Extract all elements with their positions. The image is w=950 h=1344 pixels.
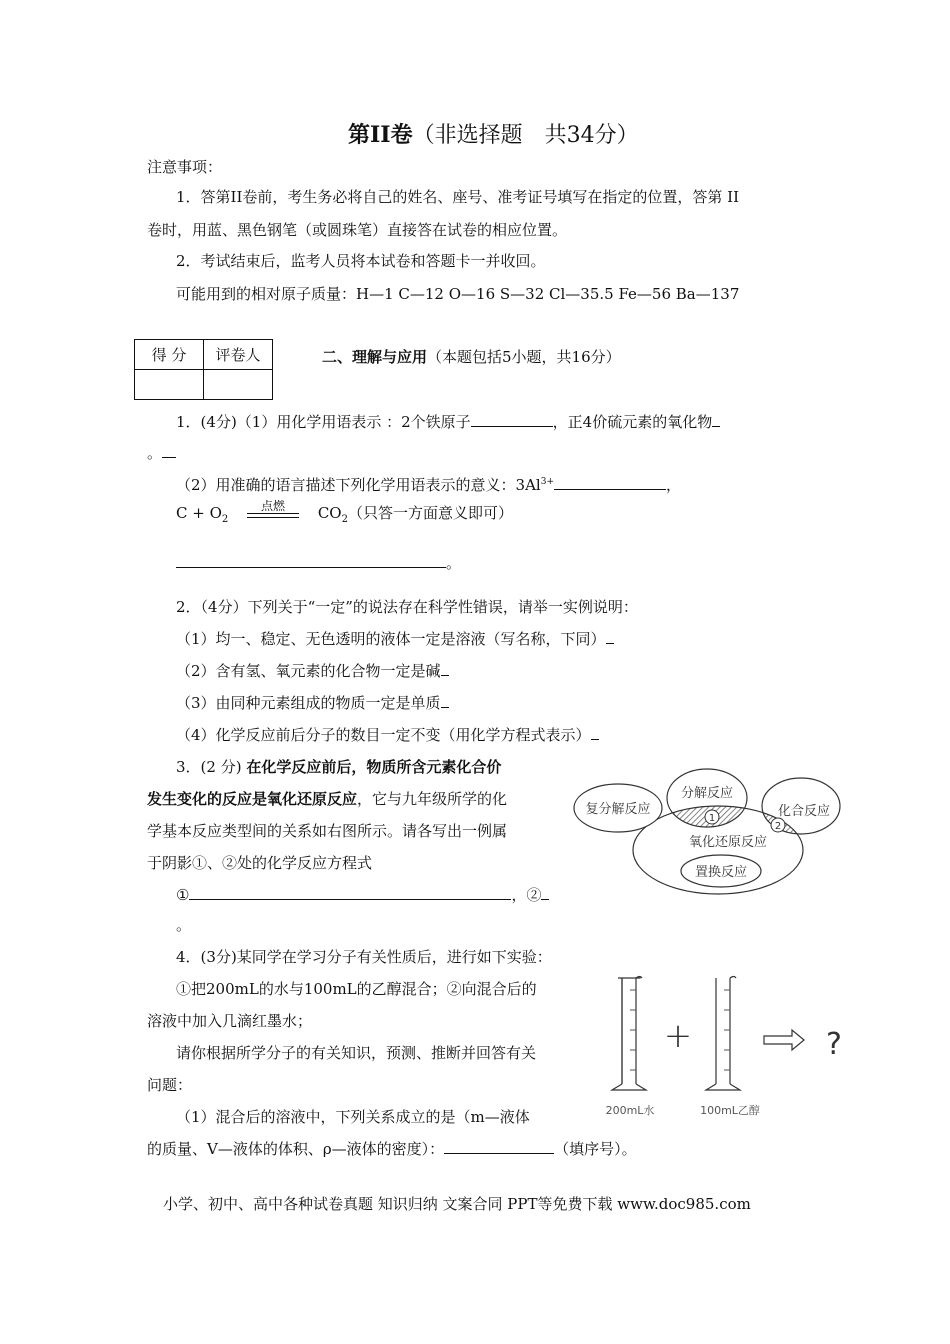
- water-label: 200mL水: [605, 1104, 655, 1117]
- q3-line2-a: 发生变化的反应是氧化还原反应: [147, 790, 358, 808]
- q2-item3: [176, 692, 449, 713]
- q1-line3: [176, 474, 681, 495]
- notice-item1-line1: 1．答第II卷前，考生务必将自己的姓名、座号、准考证号填写在指定的位置，答第 II: [176, 188, 740, 206]
- q2-item4: [176, 724, 599, 745]
- question-mark: ?: [826, 1027, 842, 1062]
- q1-blank-3al[interactable]: [554, 474, 666, 490]
- q1-eq-right-sub: 2: [341, 514, 348, 525]
- q1-eq-right: CO: [317, 504, 342, 522]
- q1-blank-line2[interactable]: [162, 442, 176, 458]
- mark1-label: 1: [708, 813, 716, 824]
- q3-line5: [176, 884, 549, 905]
- q1-equation: [176, 499, 513, 526]
- q2-item2: [176, 660, 449, 681]
- q4-line5: 问题：: [147, 1076, 193, 1094]
- q3-mark1: ①: [176, 886, 190, 904]
- q1-line2-text: 。: [147, 444, 163, 462]
- notice-heading: 注意事项：: [147, 158, 223, 176]
- displacement-label: 置换反应: [694, 865, 748, 880]
- q4-line7: [147, 1138, 637, 1159]
- q4-line2: ①把200mL的水与100mL的乙醇混合；②向混合后的: [176, 980, 537, 998]
- q4-blank1[interactable]: [444, 1138, 554, 1154]
- q1-blank-equation-meaning[interactable]: [176, 552, 446, 568]
- q2-blank3[interactable]: [441, 692, 449, 708]
- q1-blank-iron-atoms[interactable]: [471, 411, 553, 427]
- q4-line6: （1）混合后的溶液中，下列关系成立的是（m—液体: [176, 1108, 530, 1126]
- q1-line1: [176, 411, 720, 432]
- atomic-masses: 可能用到的相对原子质量：H—1 C—12 O—16 S—32 Cl—35.5 Fe—56 Ba—137: [176, 285, 740, 303]
- q1-line5-end: 。: [446, 554, 462, 572]
- q1-blank-sulfur-oxide[interactable]: [712, 411, 720, 427]
- q3-line1: [176, 756, 501, 777]
- water-cylinder: [612, 976, 646, 1090]
- q1-eq-note: （只答一方面意义即可）: [347, 504, 513, 522]
- q3-mark2: ，②: [511, 886, 542, 904]
- grader-header: 评卷人: [204, 340, 273, 370]
- q1-al-charge: 3+: [540, 477, 555, 487]
- q1-eq-left: C + O: [176, 504, 222, 522]
- q2-intro: 2．（4分）下列关于“一定”的说法存在科学性错误，请举一实例说明：: [176, 598, 638, 616]
- q2-blank4[interactable]: [591, 724, 599, 740]
- q1-eq-condition-label: 点燃: [261, 499, 286, 513]
- q1-text-a: 1．(4分)（1）用化学用语表示 ：2个铁原子: [176, 413, 471, 431]
- q1-line2: [147, 442, 176, 463]
- title-rest: （非选择题 共34分）: [412, 123, 639, 148]
- q2-blank2[interactable]: [441, 660, 449, 676]
- double-decomposition-label: 复分解反应: [585, 802, 651, 817]
- notice-item1-line2: 卷时，用蓝、黑色钢笔（或圆珠笔）直接答在试卷的相应位置。: [147, 221, 568, 239]
- q1-line3-text: （2）用准确的语言描述下列化学用语表示的意义：3Al: [176, 476, 541, 494]
- section2-heading: [322, 346, 621, 367]
- q4-line3: 溶液中加入几滴红墨水；: [147, 1012, 313, 1030]
- q3-blank2[interactable]: [541, 884, 549, 900]
- q3-line2-b: ，它与九年级所学的化: [357, 790, 508, 808]
- combination-label: 化合反应: [777, 804, 831, 819]
- q1-eq-left-sub: 2: [221, 514, 229, 525]
- plus-sign: +: [663, 1016, 693, 1056]
- q2-item1: [176, 628, 614, 649]
- q4-line7-b: （填序号）。: [554, 1140, 637, 1158]
- section2-title: 二、理解与应用: [322, 348, 428, 366]
- q3-line1-b: 在化学反应前后，物质所含元素化合价: [246, 758, 502, 776]
- page-title: [348, 118, 639, 149]
- score-header: 得 分: [135, 340, 204, 370]
- q4-line7-a: 的质量、V—液体的体积、ρ—液体的密度）：: [147, 1140, 445, 1158]
- shaded-regions: [667, 769, 840, 834]
- q4-line4: 请你根据所学分子的有关知识，预测、推断并回答有关: [176, 1044, 537, 1062]
- q2-blank1[interactable]: [606, 628, 614, 644]
- reaction-type-venn-diagram: [572, 762, 844, 898]
- q4-line1: 4．(3分)某同学在学习分子有关性质后，进行如下实验：: [176, 948, 552, 966]
- q3-line3: 学基本反应类型间的关系如右图所示。请各写出一例属: [147, 822, 508, 840]
- q1-text-b: ，正4价硫元素的氧化物: [552, 413, 713, 431]
- q2-item1-text: （1）均一、稳定、无色透明的液体一定是溶液（写名称，下同）: [176, 630, 606, 648]
- score-table: [134, 339, 273, 400]
- q3-line2: [147, 788, 507, 809]
- q2-item3-text: （3）由同种元素组成的物质一定是单质: [176, 694, 441, 712]
- score-cell[interactable]: [135, 370, 204, 400]
- notice-item2: 2．考试结束后，监考人员将本试卷和答题卡一并收回。: [176, 252, 546, 270]
- ethanol-cylinder: [706, 977, 740, 1091]
- q3-line4: 于阴影①、②处的化学反应方程式: [147, 854, 373, 872]
- q3-line1-a: 3．(2 分): [176, 758, 247, 776]
- q1-eq-equals: [247, 513, 299, 518]
- q2-item4-text: （4）化学反应前后分子的数目一定不变（用化学方程式表示）: [176, 726, 591, 744]
- arrow-icon: [764, 1030, 804, 1050]
- q1-line5: [176, 552, 461, 573]
- grader-cell[interactable]: [204, 370, 273, 400]
- title-main: 第II卷: [348, 122, 413, 148]
- cylinder-experiment-diagram: [600, 970, 850, 1122]
- ethanol-label: 100mL乙醇: [700, 1104, 760, 1117]
- decomposition-label: 分解反应: [680, 786, 734, 801]
- redox-label: 氧化还原反应: [688, 835, 768, 850]
- footer-text: 小学、初中、高中各种试卷真题 知识归纳 文案合同 PPT等免费下载 www.doc985.com: [163, 1195, 751, 1213]
- q2-item2-text: （2）含有氢、氧元素的化合物一定是碱: [176, 662, 441, 680]
- q1-line3-end: ，: [666, 476, 682, 494]
- q3-line6: 。: [176, 916, 192, 934]
- mark2-label: 2: [774, 821, 782, 832]
- q3-blank1[interactable]: [189, 884, 511, 900]
- q1-eq-condition: [247, 499, 299, 518]
- section2-desc: （本题包括5小题，共16分）: [427, 348, 621, 366]
